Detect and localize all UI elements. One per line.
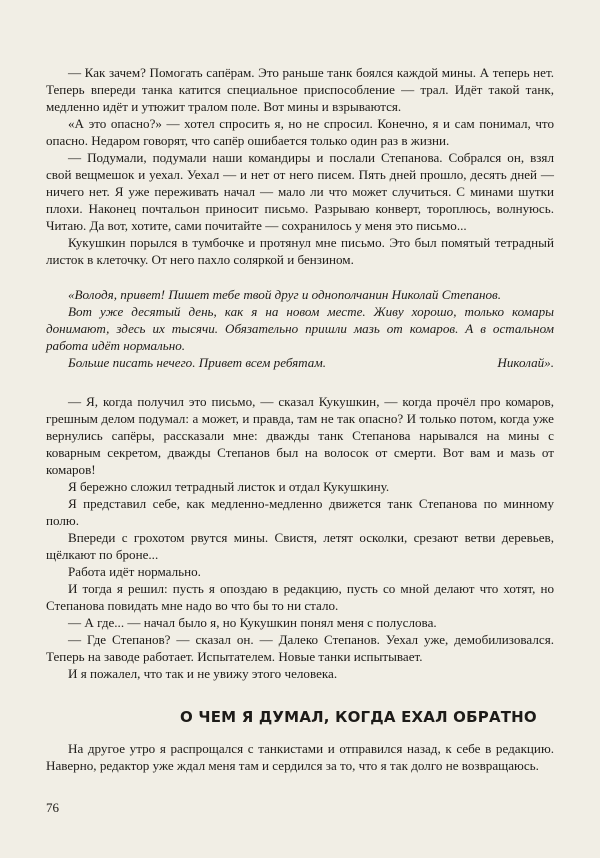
- paragraph: На другое утро я распрощался с танкистами и отправился назад, к себе в редакцию. Наверно, редактор уже ждал меня там и сердился за то, что я так долго не возвращаюсь.: [46, 741, 554, 773]
- letter-signature: Николай».: [497, 355, 554, 370]
- paragraph: Я представил себе, как медленно-медленно движется танк Степанова по минному полю.: [46, 496, 554, 528]
- paragraph: Работа идёт нормально.: [68, 564, 201, 579]
- paragraph: — Подумали, подумали наши командиры и послали Степанова. Собрался он, взял свой вещмешок и уехал. Уехал — и нет от него писем. Пять дней прошло, десять дней — ничего нет. Я уже переживать начал — мало ли что может случиться. С минами шутки плохи. Наконец почтальон приносит письмо. Разрываю конверт, тороплюсь, волнуюсь. Читаю. Да вот, хотите, сами почитайте — сохранилось у меня это письмо...: [46, 150, 554, 233]
- paragraph: Я бережно сложил тетрадный листок и отдал Кукушкину.: [68, 479, 390, 494]
- letter-line: Вот уже десятый день, как я на новом месте. Живу хорошо, только комары донимают, здесь их тысячи. Обязательно пришли мазь от комаров. А в остальном работа идёт нормально.: [46, 304, 554, 353]
- letter-block: [46, 286, 554, 371]
- paragraph: — Я, когда получил это письмо, — сказал Кукушкин, — когда прочёл про комаров, грешным делом подумал: а может, и правда, там не так опасно? И только потом, когда уже вернулись сапёры, рассказали мне: дважды танк Степанова нарывался на мины с коварным секретом, дважды Степанов был на волосок от смерти. Вот вам и мазь от комаров!: [46, 394, 554, 477]
- main-text: [46, 64, 554, 682]
- paragraph: Впереди с грохотом рвутся мины. Свистя, летят осколки, срезают ветви деревьев, щёлкают по броне...: [46, 530, 554, 562]
- paragraph: И я пожалел, что так и не увижу этого человека.: [68, 666, 338, 681]
- section-text: [46, 740, 554, 774]
- page-number: 76: [46, 800, 59, 815]
- section-heading: О ЧЕМ Я ДУМАЛ, КОГДА ЕХАЛ ОБРАТНО: [180, 708, 537, 726]
- paragraph: — Где Степанов? — сказал он. — Далеко Степанов. Уехал уже, демобилизовался. Теперь на заводе работает. Испытателем. Новые танки испытывает.: [46, 632, 554, 664]
- paragraph: Кукушкин порылся в тумбочке и протянул мне письмо. Это был помятый тетрадный листок в клеточку. От него пахло соляркой и бензином.: [46, 235, 554, 267]
- paragraph: «А это опасно?» — хотел спросить я, но не спросил. Конечно, я и сам понимал, что опасно. Недаром говорят, что сапёр ошибается только один раз в жизни.: [46, 116, 554, 148]
- letter-line: «Володя, привет! Пишет тебе твой друг и однополчанин Николай Степанов.: [68, 287, 502, 302]
- paragraph: — А где... — начал было я, но Кукушкин понял меня с полуслова.: [68, 615, 437, 630]
- paragraph: И тогда я решил: пусть я опоздаю в редакцию, пусть со мной делают что хотят, но Степанова повидать мне надо во что бы то ни стало.: [46, 581, 554, 613]
- letter-closing: [46, 354, 554, 371]
- paragraph: — Как зачем? Помогать сапёрам. Это раньше танк боялся каждой мины. А теперь нет. Теперь впереди танка катится специальное приспособление — трал. Идёт такой танк, медленно идёт и утюжит тралом поле. Вот мины и взрываются.: [46, 65, 554, 114]
- letter-last-line: Больше писать нечего. Привет всем ребятам.: [68, 355, 326, 370]
